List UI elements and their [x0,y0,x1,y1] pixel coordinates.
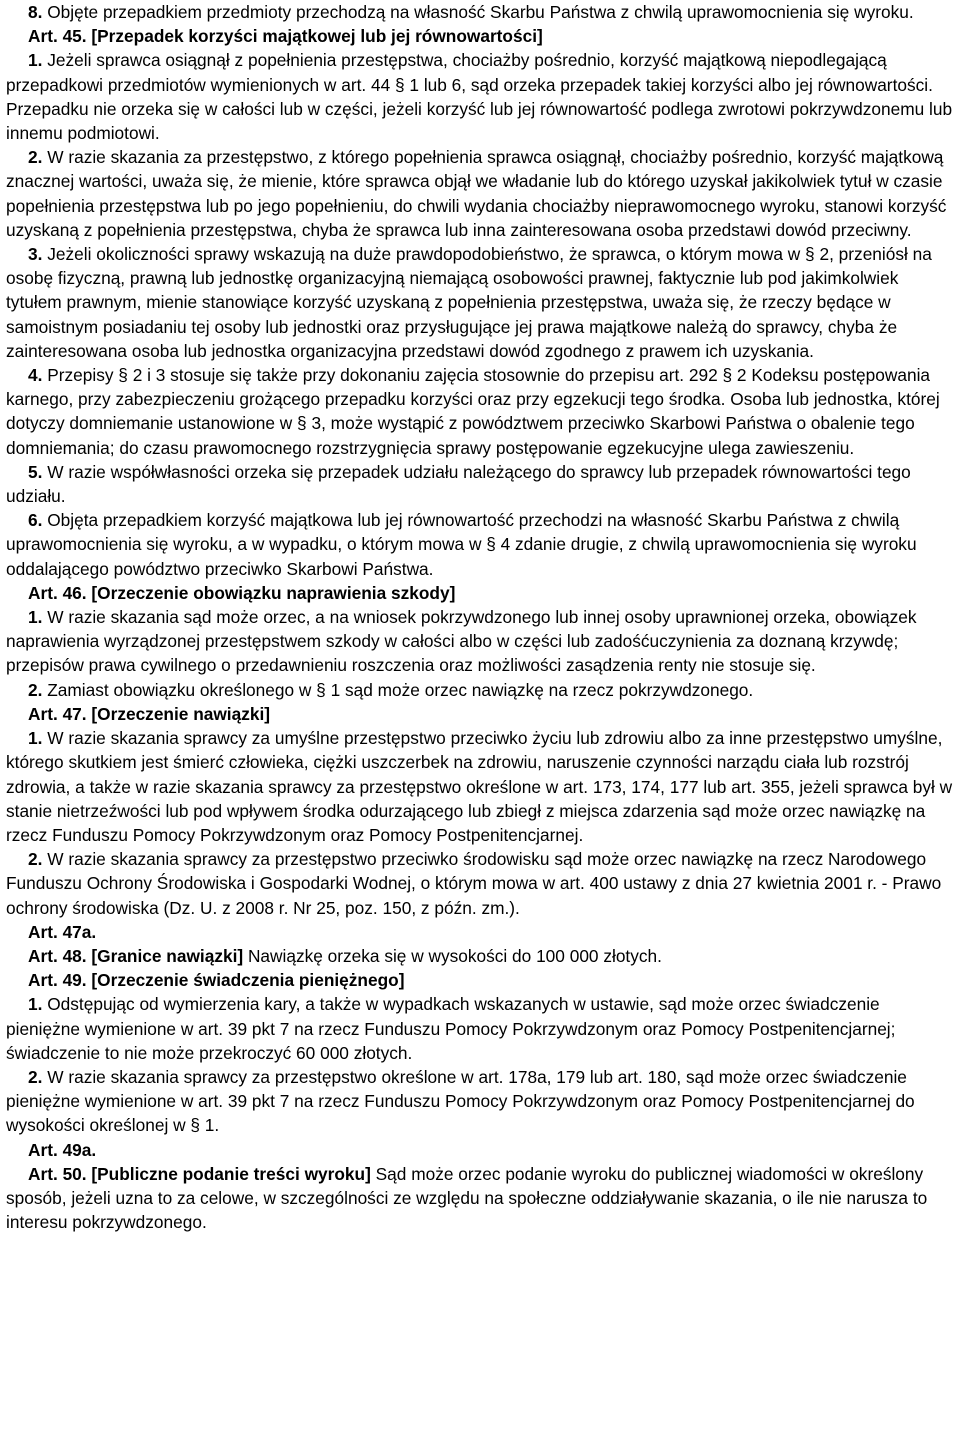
paragraph-text: Nawiązkę orzeka się w wysokości do 100 000 złotych. [243,945,662,966]
paragraph-49-2 [6,1065,956,1138]
paragraph-text: W razie skazania sprawcy za przestępstwo określone w art. 178a, 179 lub art. 180, sąd może orzec świadczenie pieniężne wymienione w art. 39 pkt 7 na rzecz Funduszu Pomocy Pokrzywdzonym oraz Pomocy Postpenitencjarnej do wysokości określonej w § 1. [6,1066,915,1136]
paragraph-text: W razie skazania sprawcy za przestępstwo przeciwko środowisku sąd może orzec nawiązkę na rzecz Narodowego Funduszu Ochrony Środowiska i Gospodarki Wodnej, o którym mowa w art. 400 ustawy z dnia 27 kwietnia 2001 r. - Prawo ochrony środowiska (Dz. U. z 2008 r. Nr 25, poz. 150, z późn. zm.). [6,849,942,918]
paragraph-text: W razie skazania za przestępstwo, z którego popełnienia sprawca osiągnął, chociażby pośrednio, korzyść majątkową znacznej wartości, uważa się, że mienie, które sprawca objął we władanie lub do którego uzyskał jakikolwiek tytuł w czasie popełnienia przestępstwa lub po jego popełnieniu, do chwili wydania chociażby nieprawomocnego wyroku, stanowi korzyść uzyskaną z popełnienia przestępstwa, chyba że sprawca lub inna zainteresowana osoba przedstawi dowód przeciwny. [6,147,947,240]
paragraph-49-1 [6,992,956,1065]
paragraph-text: Przepisy § 2 i 3 stosuje się także przy dokonaniu zajęcia stosownie do przepisu art. 292 § 2 Kodeksu postępowania karnego, przy zabezpieczeniu grożącego przepadku korzyści oraz przy egzekucji tego środka. Osoba lub jednostka, której dotyczy domniemanie ustanowione w § 3, może wystąpić z powództwem przeciwko Skarbowi Państwa o obalenie tego domniemania; do czasu prawomocnego rozstrzygnięcia sprawy postępowanie egzekucyjne ulega zawieszeniu. [6,365,940,458]
section-number: 1. [28,607,43,628]
section-number: 5. [28,461,43,482]
article-title: [Orzeczenie świadczenia pieniężnego] [86,970,405,991]
article-number: Art. 46. [28,582,87,603]
paragraph-text: Objęte przepadkiem przedmioty przechodzą na własność Skarbu Państwa z chwilą uprawomocnienia się wyroku. [42,2,914,22]
paragraph-45-1 [6,48,956,145]
paragraph-text: Odstępując od wymierzenia kary, a także w wypadkach wskazanych w ustawie, sąd może orzec świadczenie pieniężne wymienione w art. 39 pkt 7 na rzecz Funduszu Pomocy Pokrzywdzonym oraz Pomocy Postpenitencjarnej; świadczenie to nie może przekroczyć 60 000 złotych. [6,994,896,1063]
paragraph-45-3 [6,242,956,363]
article-50 [6,1162,956,1235]
article-46-header [6,581,956,605]
article-title: [Publiczne podanie treści wyroku] [86,1163,371,1184]
article-48 [6,944,956,968]
paragraph-47-2 [6,847,956,920]
section-number: 2. [28,147,43,168]
article-number: Art. 47. [28,703,87,724]
article-title: [Przepadek korzyści majątkowej lub jej równowartości] [86,26,543,47]
article-number: Art. 47a. [28,921,97,942]
section-number: 2. [28,849,43,870]
article-title: [Orzeczenie obowiązku naprawienia szkody] [86,582,456,603]
article-47-header [6,702,956,726]
paragraph-47-1 [6,726,956,847]
paragraph-45-2 [6,145,956,242]
paragraph-45-4 [6,363,956,460]
paragraph-text: W razie skazania sąd może orzec, a na wniosek pokrzywdzonego lub innej osoby uprawnionej orzeka, obowiązek naprawienia wyrządzonej przestępstwem szkody w całości albo w części lub zadośćuczynienia za doznaną krzywdę; przepisów prawa cywilnego o przedawnieniu roszczenia oraz możliwości zasądzenia renty nie stosuje się. [6,607,917,676]
article-title: [Granice nawiązki] [86,945,244,966]
article-number: Art. 48. [28,945,87,966]
section-number: 1. [28,994,43,1015]
article-number: Art. 49a. [28,1139,97,1160]
paragraph-text: Jeżeli sprawca osiągnął z popełnienia przestępstwa, chociażby pośrednio, korzyść majątkową niepodlegającą przepadkowi przedmiotów wymienionych w art. 44 § 1 lub 6, sąd orzeka przepadek takiej korzyści albo jej równowartości. Przepadku nie orzeka się w całości lub w części, jeżeli korzyść lub jej równowartość podlega zwrotowi pokrzywdzonemu lub innemu podmiotowi. [6,50,953,144]
article-number: Art. 45. [28,26,87,47]
paragraph-46-1 [6,605,956,678]
paragraph-text: Zamiast obowiązku określonego w § 1 sąd może orzec nawiązkę na rzecz pokrzywdzonego. [42,679,754,700]
paragraph-45-6 [6,508,956,581]
article-49-header [6,968,956,992]
section-number: 3. [28,244,43,265]
section-number: 2. [28,1066,43,1087]
statute-text [6,0,956,1234]
article-number: Art. 49. [28,970,87,991]
article-title: [Orzeczenie nawiązki] [86,703,271,724]
paragraph-45-8 [6,0,956,24]
paragraph-text: Jeżeli okoliczności sprawy wskazują na duże prawdopodobieństwo, że sprawca, o którym mowa w § 2, przeniósł na osobę fizyczną, prawną lub jednostkę organizacyjną niemającą osobowości prawnej, faktycznie lub pod jakimkolwiek tytułem prawnym, mienie stanowiące korzyść uzyskaną z popełnienia przestępstwa, uważa się, że rzeczy będące w samoistnym posiadaniu tej osoby lub jednostki oraz przysługujące jej prawa majątkowe należą do sprawcy, chyba że zainteresowana osoba lub jednostka organizacyjna przedstawi dowód zgodnego z prawem ich uzyskania. [6,244,932,361]
paragraph-text: Objęta przepadkiem korzyść majątkowa lub jej równowartość przechodzi na własność Skarbu Państwa z chwilą uprawomocnienia się wyroku, a w wypadku, o którym mowa w § 4 zdanie drugie, z chwilą uprawomocnienia się wyroku oddalającego powództwo przeciwko Skarbowi Państwa. [6,510,917,579]
paragraph-text: W razie skazania sprawcy za umyślne przestępstwo przeciwko życiu lub zdrowiu albo za inne przestępstwo umyślne, którego skutkiem jest śmierć człowieka, ciężki uszczerbek na zdrowiu, naruszenie czynności narządu ciała lub rozstrój zdrowia, a także w razie skazania sprawcy za przestępstwo określone w art. 173, 174, 177 lub art. 355, jeżeli sprawca był w stanie nietrzeźwości lub pod wpływem środka odurzającego lub zbiegł z miejsca zdarzenia sąd może orzec nawiązkę na rzecz Funduszu Pomocy Pokrzywdzonym oraz Pomocy Postpenitencjarnej. [6,728,953,845]
paragraph-45-5 [6,460,956,508]
paragraph-text: W razie współwłasności orzeka się przepadek udziału należącego do sprawcy lub przepadek równowartości tego udziału. [6,461,911,507]
article-number: Art. 50. [28,1163,87,1184]
section-number: 2. [28,679,43,700]
section-number: 1. [28,50,43,71]
section-number: 1. [28,728,43,749]
article-49a-header [6,1138,956,1162]
section-number: 6. [28,510,43,531]
article-47a-header [6,920,956,944]
section-number: 8. [28,2,43,22]
article-45-header [6,24,956,48]
paragraph-text: Sąd może orzec podanie wyroku do publicznej wiadomości w określony sposób, jeżeli uzna to za celowe, w szczególności ze względu na społeczne oddziaływanie skazania, o ile nie narusza to interesu pokrzywdzonego. [6,1163,928,1233]
paragraph-46-2 [6,678,956,702]
section-number: 4. [28,365,43,386]
